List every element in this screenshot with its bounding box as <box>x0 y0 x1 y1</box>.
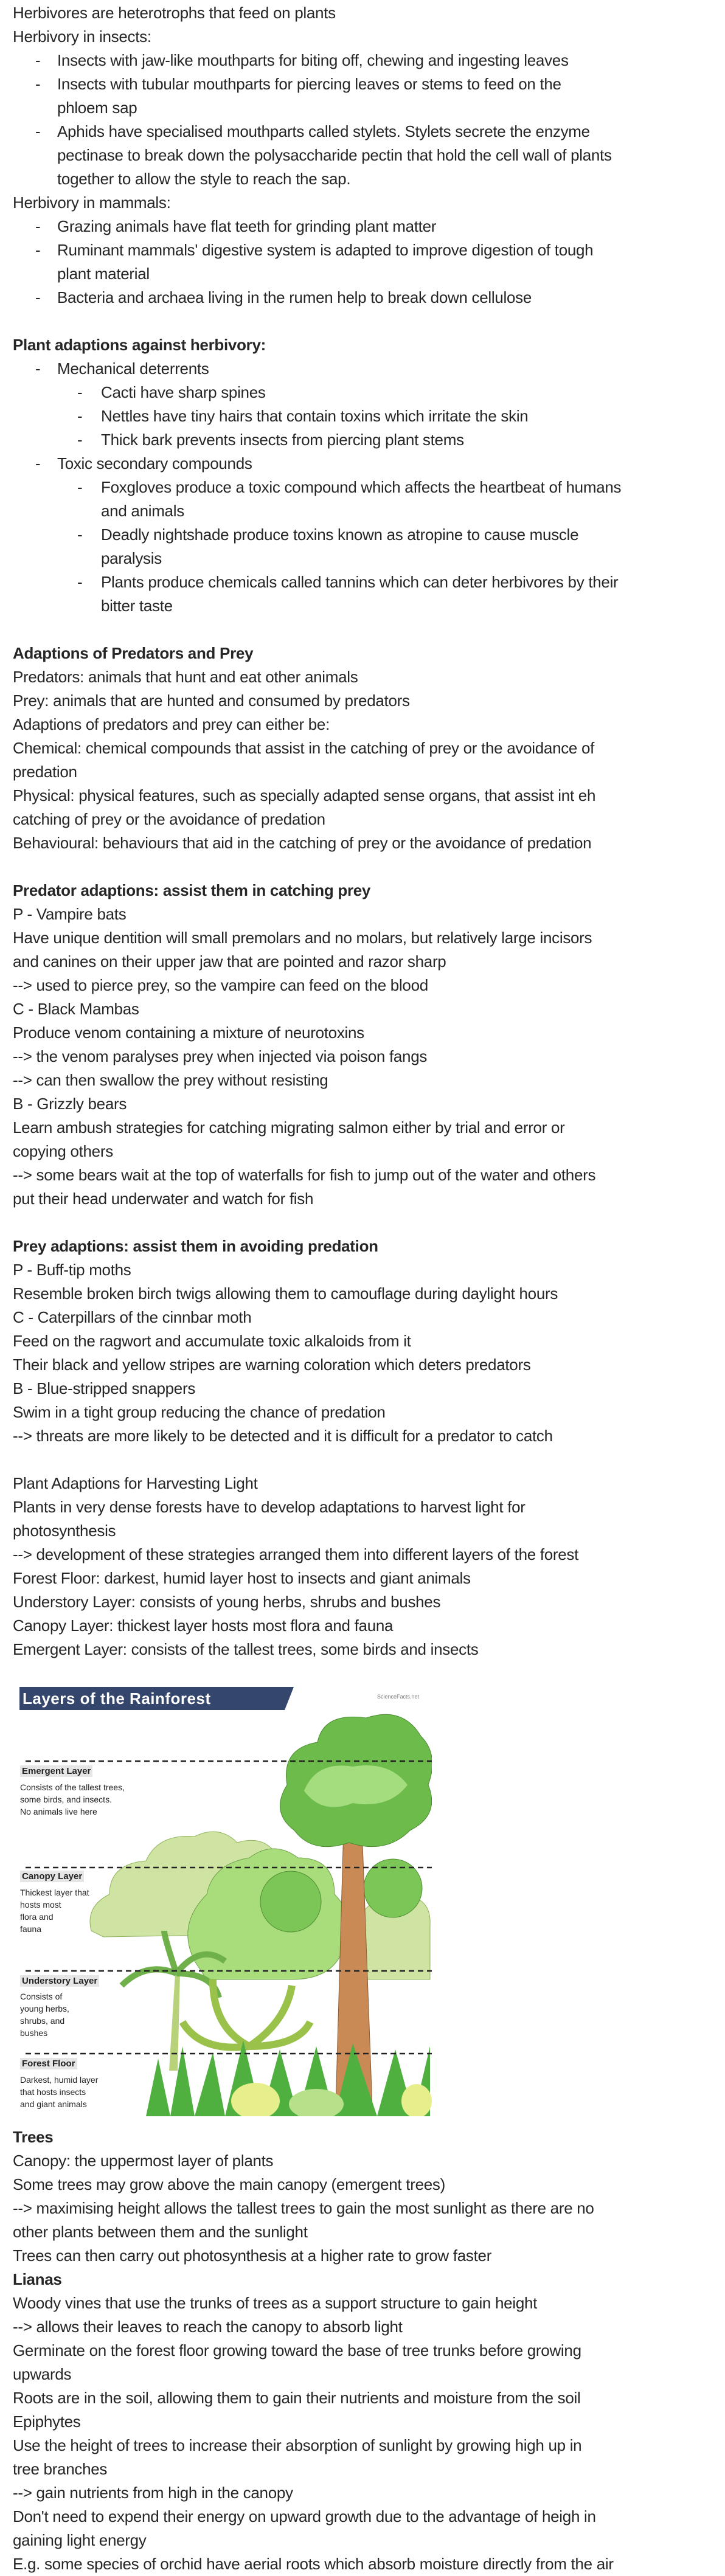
line-text: Adaptions of predators and prey can either be: <box>13 715 330 733</box>
desc-line: young herbs, <box>20 2004 69 2013</box>
bullet-item <box>13 452 721 476</box>
sciencefacts-logo: ScienceFacts.net <box>377 1694 420 1700</box>
line-text: Chemical: chemical compounds that assist in the catching of prey or the avoidance of <box>13 739 595 757</box>
line-text: Have unique dentition will small premolars and no molars, but relatively large incisors <box>13 929 592 947</box>
line-text: --> used to pierce prey, so the vampire can feed on the blood <box>13 976 428 994</box>
line-text: tree branches <box>13 2460 108 2478</box>
line-text: pectinase to break down the polysaccharide pectin that hold the cell wall of plants <box>57 146 612 164</box>
text-line <box>13 191 721 215</box>
line-text: --> can then swallow the prey without resisting <box>13 1071 328 1089</box>
bullet-continuation <box>13 144 721 167</box>
notes-section-top <box>13 1 721 1685</box>
bullet-item <box>13 357 721 381</box>
line-text: Emergent Layer: consists of the tallest trees, some birds and insects <box>13 1640 479 1658</box>
bullet-continuation <box>13 594 721 618</box>
bullet-dash: - <box>35 122 41 140</box>
text-line <box>13 713 721 736</box>
text-line <box>13 2315 721 2339</box>
desc-line: Consists of <box>20 1992 63 2001</box>
line-text: and canines on their upper jaw that are pointed and razor sharp <box>13 952 446 971</box>
bullet-dash: - <box>35 75 41 93</box>
desc-line: Darkest, humid layer <box>20 2075 99 2085</box>
line-text: B - Blue-stripped snappers <box>13 1379 196 1397</box>
line-text: Roots are in the soil, allowing them to gain their nutrients and moisture from the soil <box>13 2389 581 2407</box>
text-line <box>13 1282 721 1306</box>
blank-line <box>13 618 721 642</box>
line-text: Behavioural: behaviours that aid in the catching of prey or the avoidance of predation <box>13 834 592 852</box>
text-line <box>13 2291 721 2315</box>
section-heading <box>13 1234 721 1258</box>
line-text: Don't need to expend their energy on upward growth due to the advantage of heigh in <box>13 2507 596 2526</box>
line-text: Resemble broken birch twigs allowing them to camouflage during daylight hours <box>13 1284 558 1303</box>
text-line <box>13 1068 721 1092</box>
line-text: --> some bears wait at the top of waterfalls for fish to jump out of the water and others <box>13 1166 596 1184</box>
line-text: Predators: animals that hunt and eat other animals <box>13 668 358 686</box>
bullet-dash: - <box>77 383 83 401</box>
line-text: plant material <box>57 265 150 283</box>
line-text: copying others <box>13 1142 113 1160</box>
line-text: C - Caterpillars of the cinnbar moth <box>13 1308 252 1326</box>
line-text: Cacti have sharp spines <box>101 383 266 401</box>
blank-line <box>13 855 721 879</box>
line-text: Use the height of trees to increase their absorption of sunlight by growing high up in <box>13 2436 582 2454</box>
line-text: Deadly nightshade produce toxins known as atropine to cause muscle <box>101 525 579 544</box>
section-heading <box>13 333 721 357</box>
desc-line: Consists of the tallest trees, <box>20 1782 125 1792</box>
text-line <box>13 2220 721 2244</box>
canopy-layer-description <box>20 1886 89 1935</box>
line-text: Plant Adaptions for Harvesting Light <box>13 1474 258 1492</box>
line-text: Produce venom containing a mixture of neurotoxins <box>13 1023 364 1042</box>
line-text: and animals <box>101 502 184 520</box>
text-line <box>13 1258 721 1282</box>
section-heading <box>13 642 721 665</box>
section-heading <box>13 2125 721 2149</box>
line-text: predation <box>13 763 77 781</box>
text-line <box>13 926 721 950</box>
line-text: Herbivory in mammals: <box>13 193 171 212</box>
line-text: Plants in very dense forests have to develop adaptations to harvest light for <box>13 1498 526 1516</box>
line-text: Predator adaptions: assist them in catching prey <box>13 881 371 899</box>
bullet-item <box>13 428 721 452</box>
text-line <box>13 736 721 760</box>
text-line <box>13 2339 721 2363</box>
line-text: Swim in a tight group reducing the chance of predation <box>13 1403 386 1421</box>
line-text: together to allow the style to reach the sap. <box>57 170 351 188</box>
line-text: Physical: physical features, such as specially adapted sense organs, that assist int eh <box>13 786 596 805</box>
desc-line: and giant animals <box>20 2099 87 2109</box>
line-text: --> allows their leaves to reach the canopy to absorb light <box>13 2318 403 2336</box>
text-line <box>13 1045 721 1068</box>
document-body <box>13 1 721 2576</box>
canopy-trees <box>90 1832 430 1979</box>
understory-layer-description <box>20 1990 69 2039</box>
line-text: Foxgloves produce a toxic compound which affects the heartbeat of humans <box>101 478 622 496</box>
line-text: --> the venom paralyses prey when injected via poison fangs <box>13 1047 428 1065</box>
text-line <box>13 997 721 1021</box>
text-line <box>13 1329 721 1353</box>
desc-line: some birds, and insects. <box>20 1795 112 1804</box>
bullet-dash: - <box>77 407 83 425</box>
line-text: catching of prey or the avoidance of predation <box>13 810 325 828</box>
bullet-item <box>13 215 721 238</box>
line-text: upwards <box>13 2365 72 2383</box>
line-text: Some trees may grow above the main canopy (emergent trees) <box>13 2175 445 2193</box>
bullet-dash: - <box>35 359 41 378</box>
line-text: phloem sap <box>57 99 137 117</box>
bullet-dash: - <box>35 241 41 259</box>
text-line <box>13 1092 721 1116</box>
text-line <box>13 1163 721 1187</box>
notes-section-bottom <box>13 2125 721 2576</box>
emergent-layer-description <box>20 1781 125 1818</box>
text-line <box>13 2481 721 2505</box>
line-text: --> threats are more likely to be detected and it is difficult for a predator to catch <box>13 1427 553 1445</box>
emergent-layer-label: Emergent Layer <box>20 1765 92 1777</box>
section-heading <box>13 2268 721 2291</box>
text-line <box>13 1187 721 1211</box>
understory-layer-label: Understory Layer <box>20 1975 99 1987</box>
line-text: P - Vampire bats <box>13 905 127 923</box>
desc-line: flora and <box>20 1912 54 1922</box>
text-line <box>13 2173 721 2197</box>
desc-line: fauna <box>20 1924 42 1934</box>
desc-line: shrubs, and <box>20 2016 65 2026</box>
figure-title: Layers of the Rainforest <box>23 1689 211 1708</box>
line-text: Insects with tubular mouthparts for piercing leaves or stems to feed on the <box>57 75 561 93</box>
rainforest-layers-figure <box>12 1681 432 2116</box>
line-text: Herbivores are heterotrophs that feed on plants <box>13 4 336 22</box>
line-text: Their black and yellow stripes are warning coloration which deters predators <box>13 1356 531 1374</box>
line-text: paralysis <box>101 549 162 567</box>
text-line <box>13 1495 721 1519</box>
bullet-item <box>13 404 721 428</box>
text-line <box>13 1140 721 1163</box>
line-text: Grazing animals have flat teeth for grinding plant matter <box>57 217 437 235</box>
line-text: --> development of these strategies arranged them into different layers of the forest <box>13 1545 579 1563</box>
line-text: Forest Floor: darkest, humid layer host to insects and giant animals <box>13 1569 471 1587</box>
bullet-item <box>13 381 721 404</box>
line-text: Mechanical deterrents <box>57 359 209 378</box>
line-text: bitter taste <box>101 597 173 615</box>
line-text: photosynthesis <box>13 1522 116 1540</box>
line-text: Herbivory in insects: <box>13 27 151 46</box>
bullet-dash: - <box>35 51 41 69</box>
bullet-item <box>13 476 721 499</box>
line-text: Toxic secondary compounds <box>57 454 252 473</box>
text-line <box>13 1 721 25</box>
bullet-item <box>13 49 721 72</box>
text-line <box>13 665 721 689</box>
text-line <box>13 1021 721 1045</box>
text-line <box>13 902 721 926</box>
text-line <box>13 1638 721 1661</box>
line-text: Adaptions of Predators and Prey <box>13 644 254 662</box>
bullet-dash: - <box>35 454 41 473</box>
text-line <box>13 1519 721 1543</box>
line-text: Canopy Layer: thickest layer hosts most flora and fauna <box>13 1616 394 1635</box>
text-line <box>13 1543 721 1567</box>
blank-line <box>13 1448 721 1472</box>
line-text: Plants produce chemicals called tannins which can deter herbivores by their <box>101 573 619 591</box>
text-line <box>13 950 721 974</box>
line-text: --> maximising height allows the tallest trees to gain the most sunlight as there are no <box>13 2199 594 2217</box>
text-line <box>13 784 721 808</box>
line-text: Understory Layer: consists of young herbs, shrubs and bushes <box>13 1593 441 1611</box>
line-text: Canopy: the uppermost layer of plants <box>13 2152 274 2170</box>
bullet-dash: - <box>35 217 41 235</box>
bullet-item <box>13 523 721 547</box>
text-line <box>13 2363 721 2386</box>
text-line <box>13 2457 721 2481</box>
line-text: Woody vines that use the trunks of trees as a support structure to gain height <box>13 2294 538 2312</box>
text-line <box>13 1401 721 1424</box>
line-text: gaining light energy <box>13 2531 147 2549</box>
line-text: Bacteria and archaea living in the rumen help to break down cellulose <box>57 288 532 306</box>
line-text: Aphids have specialised mouthparts called stylets. Stylets secrete the enzyme <box>57 122 590 140</box>
line-text: Epiphytes <box>13 2412 81 2431</box>
line-text: Plant adaptions against herbivory: <box>13 336 266 354</box>
text-line <box>13 2386 721 2410</box>
line-text: --> gain nutrients from high in the canopy <box>13 2484 293 2502</box>
text-line <box>13 2410 721 2434</box>
text-line <box>13 1590 721 1614</box>
line-text: put their head underwater and watch for fish <box>13 1189 314 1208</box>
text-line <box>13 2434 721 2457</box>
blank-line <box>13 1211 721 1234</box>
bullet-dash: - <box>77 431 83 449</box>
bullet-continuation <box>13 262 721 286</box>
line-text: E.g. some species of orchid have aerial roots which absorb moisture directly from the air <box>13 2555 614 2573</box>
bullet-item <box>13 120 721 144</box>
line-text: other plants between them and the sunlight <box>13 2223 308 2241</box>
line-text: P - Buff-tip moths <box>13 1261 131 1279</box>
desc-line: Thickest layer that <box>20 1888 89 1897</box>
line-text: Prey adaptions: assist them in avoiding predation <box>13 1237 378 1255</box>
line-text: Ruminant mammals' digestive system is adapted to improve digestion of tough <box>57 241 594 259</box>
text-line <box>13 831 721 855</box>
bullet-item <box>13 72 721 96</box>
line-text: Prey: animals that are hunted and consumed by predators <box>13 691 410 710</box>
forest-floor-description <box>20 2074 98 2110</box>
line-text: Trees <box>13 2128 54 2146</box>
text-line <box>13 1306 721 1329</box>
bullet-dash: - <box>77 478 83 496</box>
text-line <box>13 2552 721 2576</box>
bullet-dash: - <box>77 573 83 591</box>
text-line <box>13 1353 721 1377</box>
bullet-continuation <box>13 499 721 523</box>
desc-line: hosts most <box>20 1900 61 1909</box>
text-line <box>13 1424 721 1448</box>
forest-floor-label: Forest Floor <box>20 2058 77 2069</box>
line-text: C - Black Mambas <box>13 1000 139 1018</box>
blank-line <box>13 310 721 333</box>
bullet-item <box>13 570 721 594</box>
text-line <box>13 808 721 831</box>
line-text: Learn ambush strategies for catching migrating salmon either by trial and error or <box>13 1118 565 1137</box>
line-text: B - Grizzly bears <box>13 1095 127 1113</box>
desc-line: bushes <box>20 2028 48 2038</box>
bullet-continuation <box>13 167 721 191</box>
text-line <box>13 760 721 784</box>
text-line <box>13 25 721 49</box>
text-line <box>13 2197 721 2220</box>
text-line <box>13 1116 721 1140</box>
text-line <box>13 1567 721 1590</box>
line-text: Germinate on the forest floor growing toward the base of tree trunks before growing <box>13 2341 581 2360</box>
bullet-dash: - <box>35 288 41 306</box>
text-line <box>13 689 721 713</box>
forest-floor-plants <box>146 2040 432 2116</box>
text-line <box>13 2529 721 2552</box>
line-text: Insects with jaw-like mouthparts for biting off, chewing and ingesting leaves <box>57 51 569 69</box>
line-text: Nettles have tiny hairs that contain toxins which irritate the skin <box>101 407 529 425</box>
text-line <box>13 974 721 997</box>
bullet-item <box>13 238 721 262</box>
desc-line: No animals live here <box>20 1807 97 1816</box>
bullet-dash: - <box>77 525 83 544</box>
line-text: Trees can then carry out photosynthesis at a higher rate to grow faster <box>13 2246 492 2265</box>
section-heading <box>13 879 721 902</box>
canopy-layer-label: Canopy Layer <box>20 1871 84 1882</box>
text-line <box>13 1377 721 1401</box>
bullet-item <box>13 286 721 310</box>
text-line <box>13 1472 721 1495</box>
text-line <box>13 1614 721 1638</box>
bullet-continuation <box>13 96 721 120</box>
bullet-continuation <box>13 547 721 570</box>
desc-line: that hosts insects <box>20 2087 86 2097</box>
line-text: Lianas <box>13 2270 62 2288</box>
text-line <box>13 2244 721 2268</box>
line-text: Feed on the ragwort and accumulate toxic alkaloids from it <box>13 1332 411 1350</box>
text-line <box>13 2505 721 2529</box>
line-text: Thick bark prevents insects from piercing plant stems <box>101 431 464 449</box>
text-line <box>13 2149 721 2173</box>
